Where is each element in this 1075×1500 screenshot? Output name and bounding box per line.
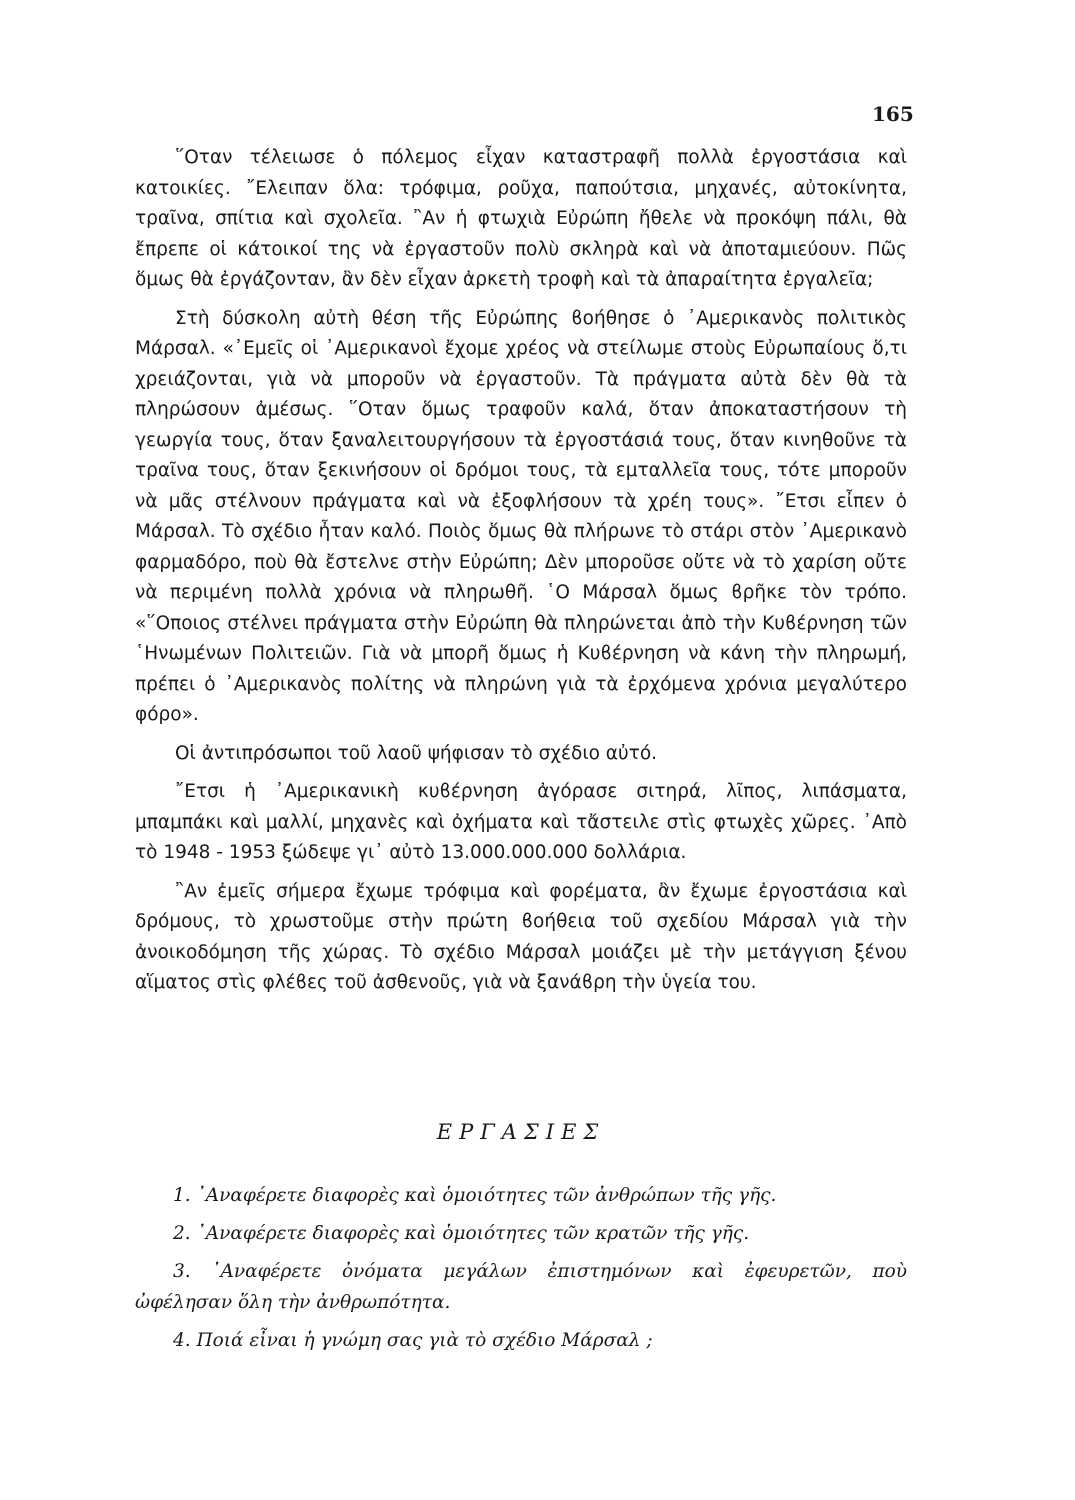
exercise-item: 4. Ποιά εἶναι ἡ γνώμη σας γιὰ τὸ σχέδιο Μάρσαλ ; bbox=[173, 1330, 653, 1351]
page-number: 165 bbox=[872, 102, 914, 126]
paragraph: ῍Αν ἐμεῖς σήμερα ἔχωμε τρόφιμα καὶ φορέματα, ἂν ἔχωμε ἐργοστάσια καὶ δρόμους, τὸ χρωστοῦμε στὴν πρώτη ϐοήθεια τοῦ σχεδίου Μάρσαλ γιὰ τὴν ἀνοικοδόμηση τῆς χώρας. Τὸ σχέδιο Μάρσαλ μοιάζει μὲ τὴν μετάγγιση ξένου αἵματος στὶς φλέϐες τοῦ ἀσθενοῦς, γιὰ νὰ ξανάϐρη τὴν ὑγεία του. bbox=[135, 880, 907, 993]
paragraph: Στὴ δύσκολη αὐτὴ θέση τῆς Εὐρώπης ϐοήθησε ὁ ᾿Αμερικανὸς πολιτικὸς Μάρσαλ. «᾿Εμεῖς οἱ ᾿Αμερικανοὶ ἔχομε χρέος νὰ στείλωμε στοὺς Εὐρωπαίους ὅ,τι χρειάζονται, γιὰ νὰ μποροῦν νὰ ἐργαστοῦν. Τὰ πράγματα αὐτὰ δὲν θὰ τὰ πληρώσουν ἀμέσως. ῞Οταν ὅμως τραφοῦν καλά, ὅταν ἀποκαταστήσουν τὴ γεωργία τους, ὅταν ξαναλειτουργήσουν τὰ ἐργοστάσιά τους, ὅταν κινηθοῦνε τὰ τραῖνα τους, ὅταν ξεκινήσουν οἱ δρόμοι τους, τὰ εμταλλεῖα τους, τότε μποροῦν νὰ μᾶς στέλνουν πράγματα καὶ νὰ ἐξοφλήσουν τὰ χρέη τους». ῎Ετσι εἶπεν ὁ Μάρσαλ. Τὸ σχέδιο ἦταν καλό. Ποιὸς ὅμως θὰ πλήρωνε τὸ στάρι στὸν ᾿Αμερικανὸ φαρμαδόρο, ποὺ θὰ ἔστελνε στὴν Εὐρώπη; Δὲν μποροῦσε οὔτε νὰ τὸ χαρίση οὔτε νὰ περιμένη πολλὰ χρόνια νὰ πληρωθῆ. ῾Ο Μάρσαλ ὅμως ϐρῆκε τὸν τρόπο. «῞Οποιος στέλνει πράγματα στὴν Εὐρώπη θὰ πληρώνεται ἀπὸ τὴν Κυϐέρνηση τῶν ῾Ηνωμένων Πολιτειῶν. Γιὰ νὰ μπορῆ ὅμως ἡ Κυϐέρνηση νὰ κάνη τὴν πληρωμή, πρέπει ὁ ᾿Αμερικανὸς πολίτης νὰ πληρώνη γιὰ τὰ ἐρχόμενα χρόνια μεγαλύτερο φόρο». bbox=[135, 307, 907, 725]
exercises-title: ΕΡΓΑΣΙΕΣ bbox=[436, 1120, 606, 1144]
exercises-list bbox=[135, 1180, 907, 1363]
paragraph: ῎Ετσι ἡ ᾿Αμερικανικὴ κυϐέρνηση ἀγόρασε σιτηρά, λῖπος, λιπάσματα, μπαμπάκι καὶ μαλλί, μηχανὲς καὶ ὀχήματα καὶ τἄστειλε στὶς φτωχὲς χῶρες. ᾿Απὸ τὸ 1948 - 1953 ξώδεψε γι᾿ αὐτὸ 13.000.000.000 δολλάρια. bbox=[135, 781, 907, 863]
exercise-item: 2. ᾿Αναφέρετε διαφορὲς καὶ ὁμοιότητες τῶν κρατῶν τῆς γῆς. bbox=[173, 1223, 750, 1244]
paragraph: ῞Οταν τέλειωσε ὁ πόλεμος εἶχαν καταστραφῆ πολλὰ ἐργοστάσια καὶ κατοικίες. ῎Ελειπαν ὅλα: τρόφιμα, ροῦχα, παπούτσια, μηχανές, αὐτοκίνητα, τραῖνα, σπίτια καὶ σχολεῖα. ῍Αν ἡ φτωχιὰ Εὐρώπη ἤθελε νὰ προκόψη πάλι, θὰ ἔπρεπε οἱ κάτοικοί της νὰ ἐργαστοῦν πολὺ σκληρὰ καὶ νὰ ἀποταμιεύουν. Πῶς ὅμως θὰ ἐργάζονταν, ἂν δὲν εἶχαν ἀρκετὴ τροφὴ καὶ τὰ ἀπαραίτητα ἐργαλεῖα; bbox=[135, 147, 907, 290]
paragraph: Οἱ ἀντιπρόσωποι τοῦ λαοῦ ψήφισαν τὸ σχέδιο αὐτό. bbox=[175, 742, 658, 764]
exercise-item: 3. ᾿Αναφέρετε ὀνόματα μεγάλων ἐπιστημόνων καὶ ἐφευρετῶν, ποὺ ὠφέλησαν ὅλη τὴν ἀνθρωπότητα. bbox=[135, 1261, 907, 1313]
exercise-item: 1. ᾿Αναφέρετε διαφορὲς καὶ ὁμοιότητες τῶν ἀνθρώπων τῆς γῆς. bbox=[173, 1185, 777, 1206]
body-text bbox=[135, 143, 907, 999]
